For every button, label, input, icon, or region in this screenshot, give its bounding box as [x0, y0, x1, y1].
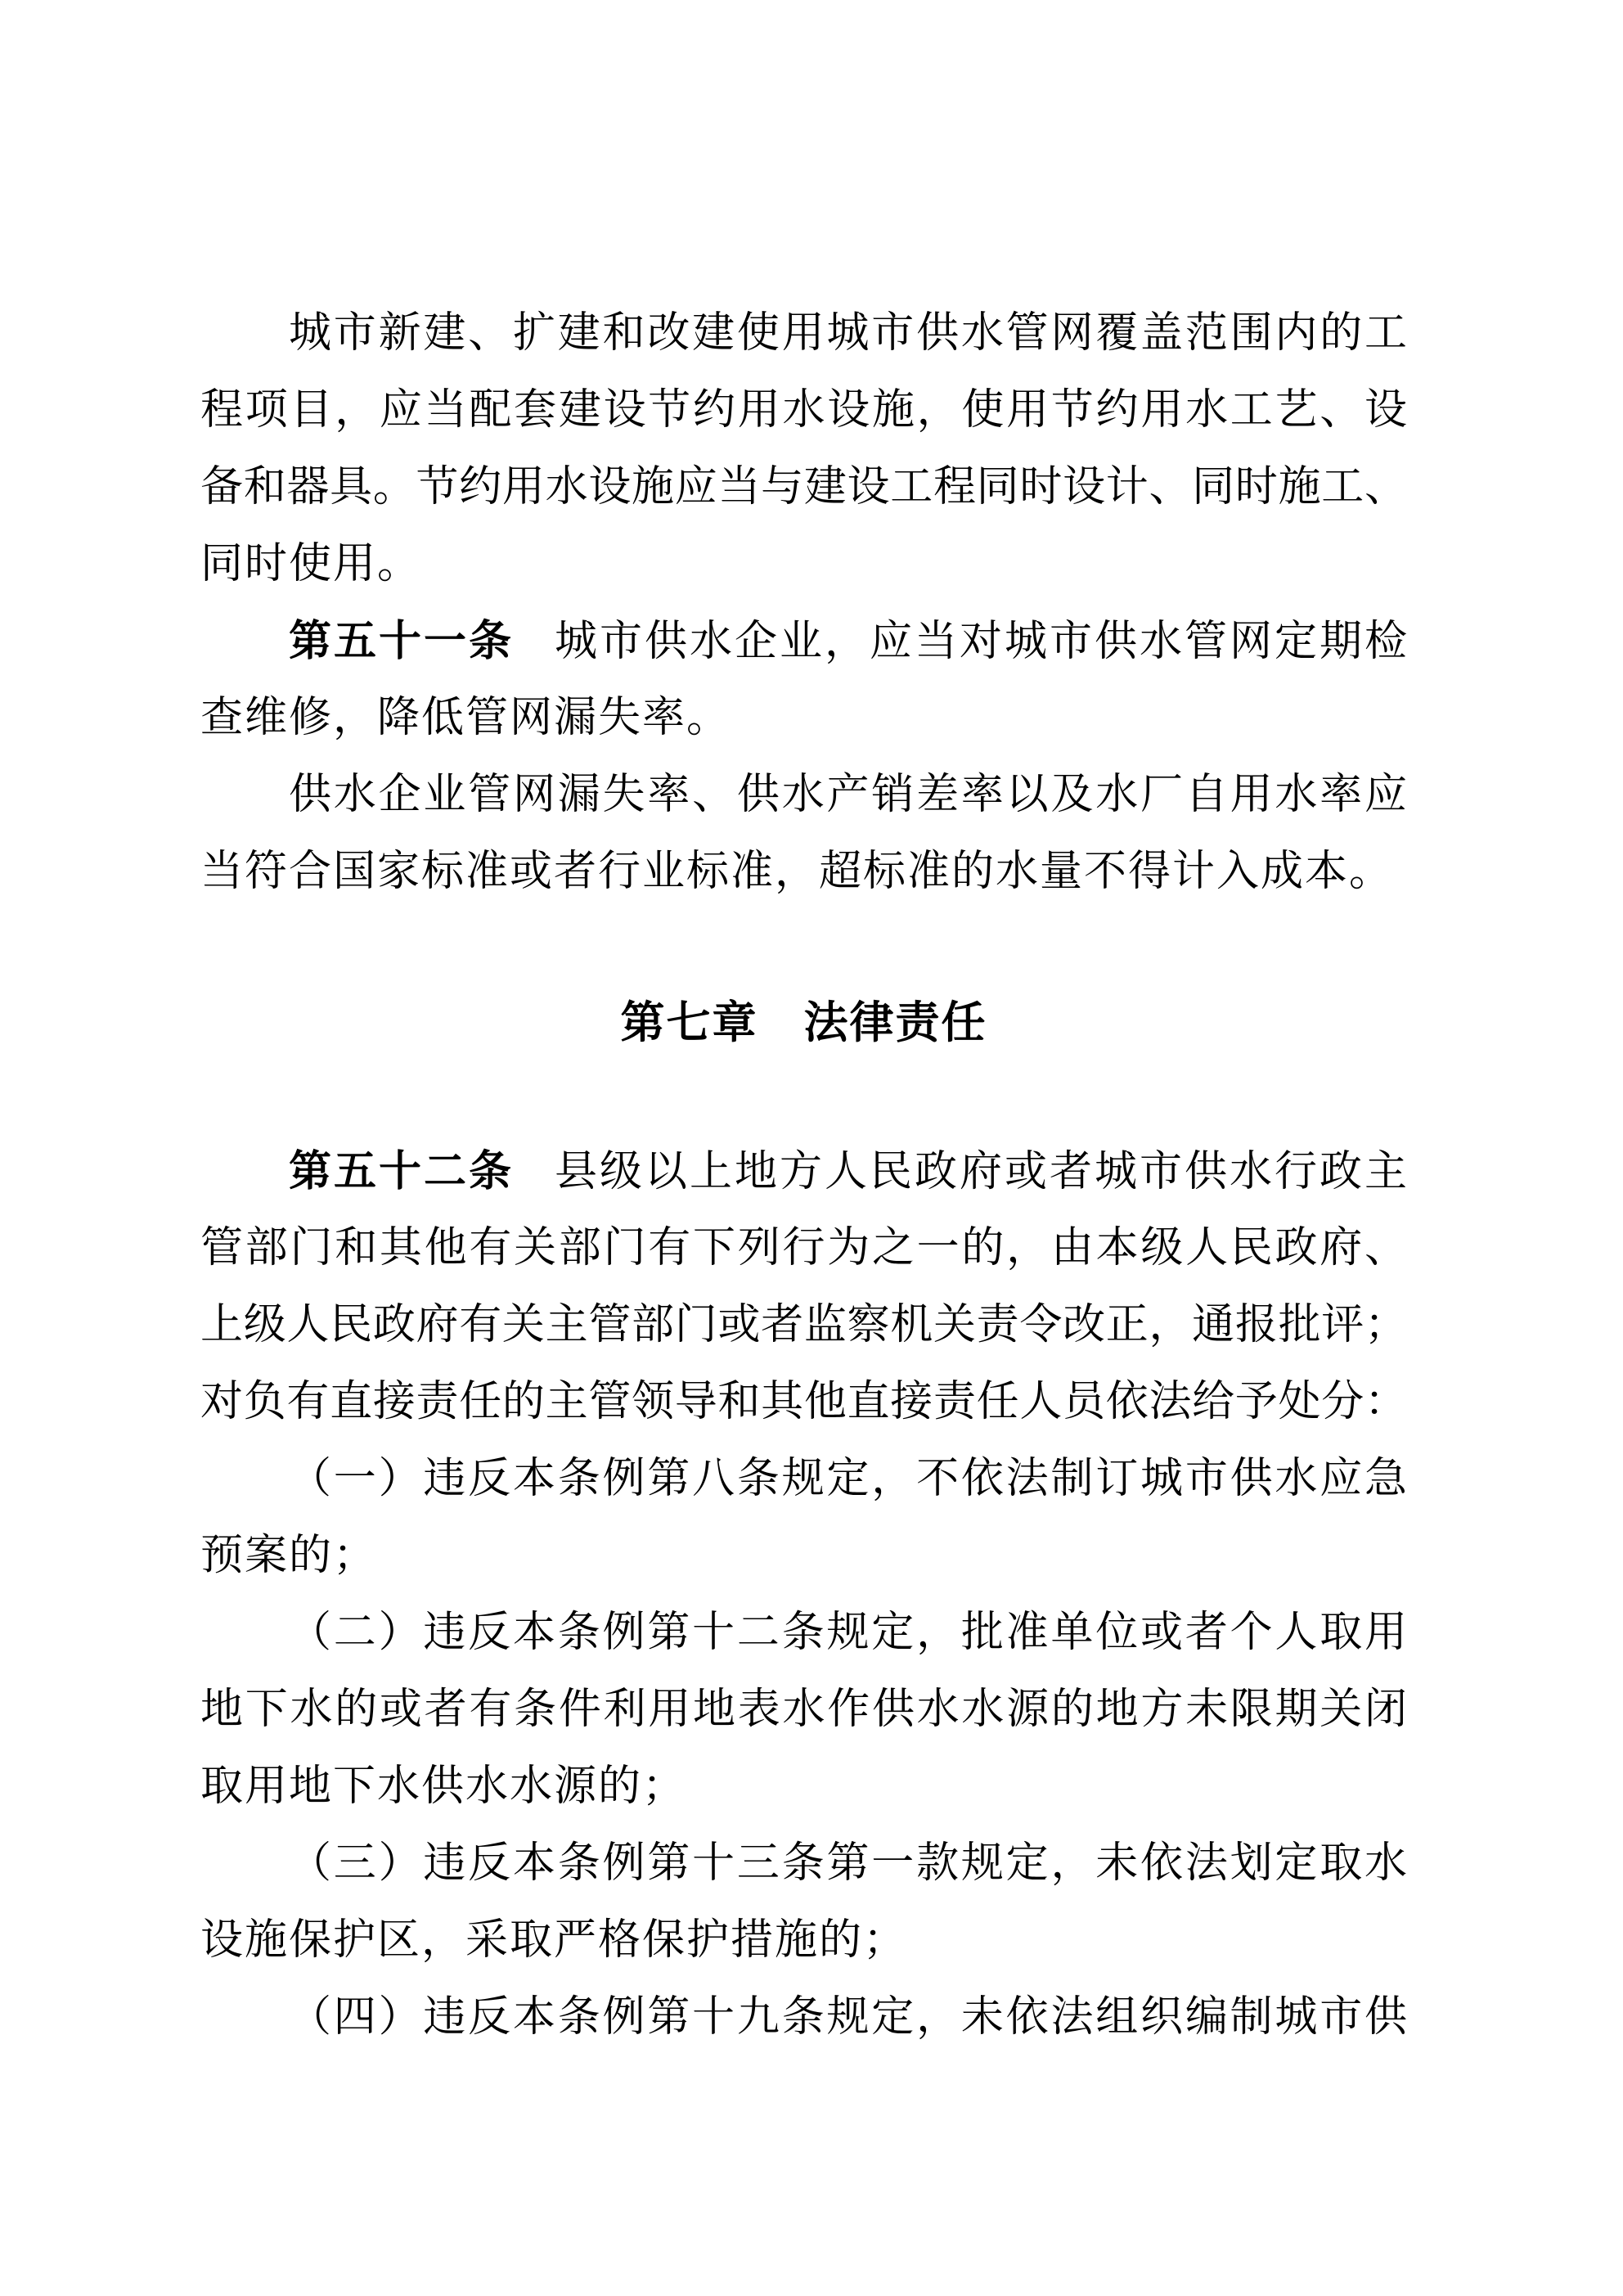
paragraph-water-saving-facilities [200, 295, 1407, 603]
text-line: （一）违反本条例第八条规定，不依法制订城市供水应急 [289, 1456, 1407, 1502]
text-line [200, 603, 1407, 680]
document-body [200, 295, 1407, 2056]
text-line: 备和器具。节约用水设施应当与建设工程同时设计、同时施工、 [200, 464, 1407, 511]
text-line: 地下水的或者有条件利用地表水作供水水源的地方未限期关闭 [200, 1686, 1407, 1733]
text-line: 程项目，应当配套建设节约用水设施，使用节约用水工艺、设 [200, 387, 1407, 434]
article-52 [200, 1133, 1407, 1441]
text-span: 城市供水企业，应当对城市供水管网定期检 [555, 619, 1407, 665]
text-line [200, 1133, 1407, 1210]
article-52-item-1 [200, 1441, 1407, 1595]
article-52-item-2 [200, 1595, 1407, 1826]
text-line: （四）违反本条例第十九条规定，未依法组织编制城市供 [289, 1994, 1407, 2041]
paragraph-leakage-rate [200, 757, 1407, 911]
text-line: 上级人民政府有关主管部门或者监察机关责令改正，通报批评； [200, 1302, 1407, 1348]
text-line: 当符合国家标准或者行业标准，超标准的水量不得计入成本。 [200, 849, 1394, 895]
text-line: 同时使用。 [200, 541, 422, 588]
text-line: 预案的； [200, 1533, 378, 1579]
text-line: 城市新建、扩建和改建使用城市供水管网覆盖范围内的工 [289, 310, 1407, 357]
text-line: 查维修，降低管网漏失率。 [200, 695, 731, 741]
text-line: 供水企业管网漏失率、供水产销差率以及水厂自用水率应 [289, 772, 1407, 818]
text-line: 管部门和其他有关部门有下列行为之一的，由本级人民政府、 [200, 1225, 1407, 1272]
text-line: （三）违反本条例第十三条第一款规定，未依法划定取水 [289, 1840, 1407, 1887]
text-line: 取用地下水供水水源的； [200, 1763, 687, 1810]
article-51-label: 第五十一条 [289, 618, 514, 665]
text-line: 对负有直接责任的主管领导和其他直接责任人员依法给予处分： [200, 1379, 1407, 1425]
article-52-item-4 [200, 1979, 1407, 2056]
text-line: 设施保护区，采取严格保护措施的； [200, 1917, 908, 1964]
text-span: 县级以上地方人民政府或者城市供水行政主 [555, 1149, 1407, 1195]
article-52-label: 第五十二条 [289, 1148, 514, 1195]
article-51 [200, 603, 1407, 757]
text-line: （二）违反本条例第十二条规定，批准单位或者个人取用 [289, 1609, 1407, 1656]
article-52-item-3 [200, 1826, 1407, 1979]
chapter-7-heading: 第七章 法律责任 [620, 998, 987, 1047]
